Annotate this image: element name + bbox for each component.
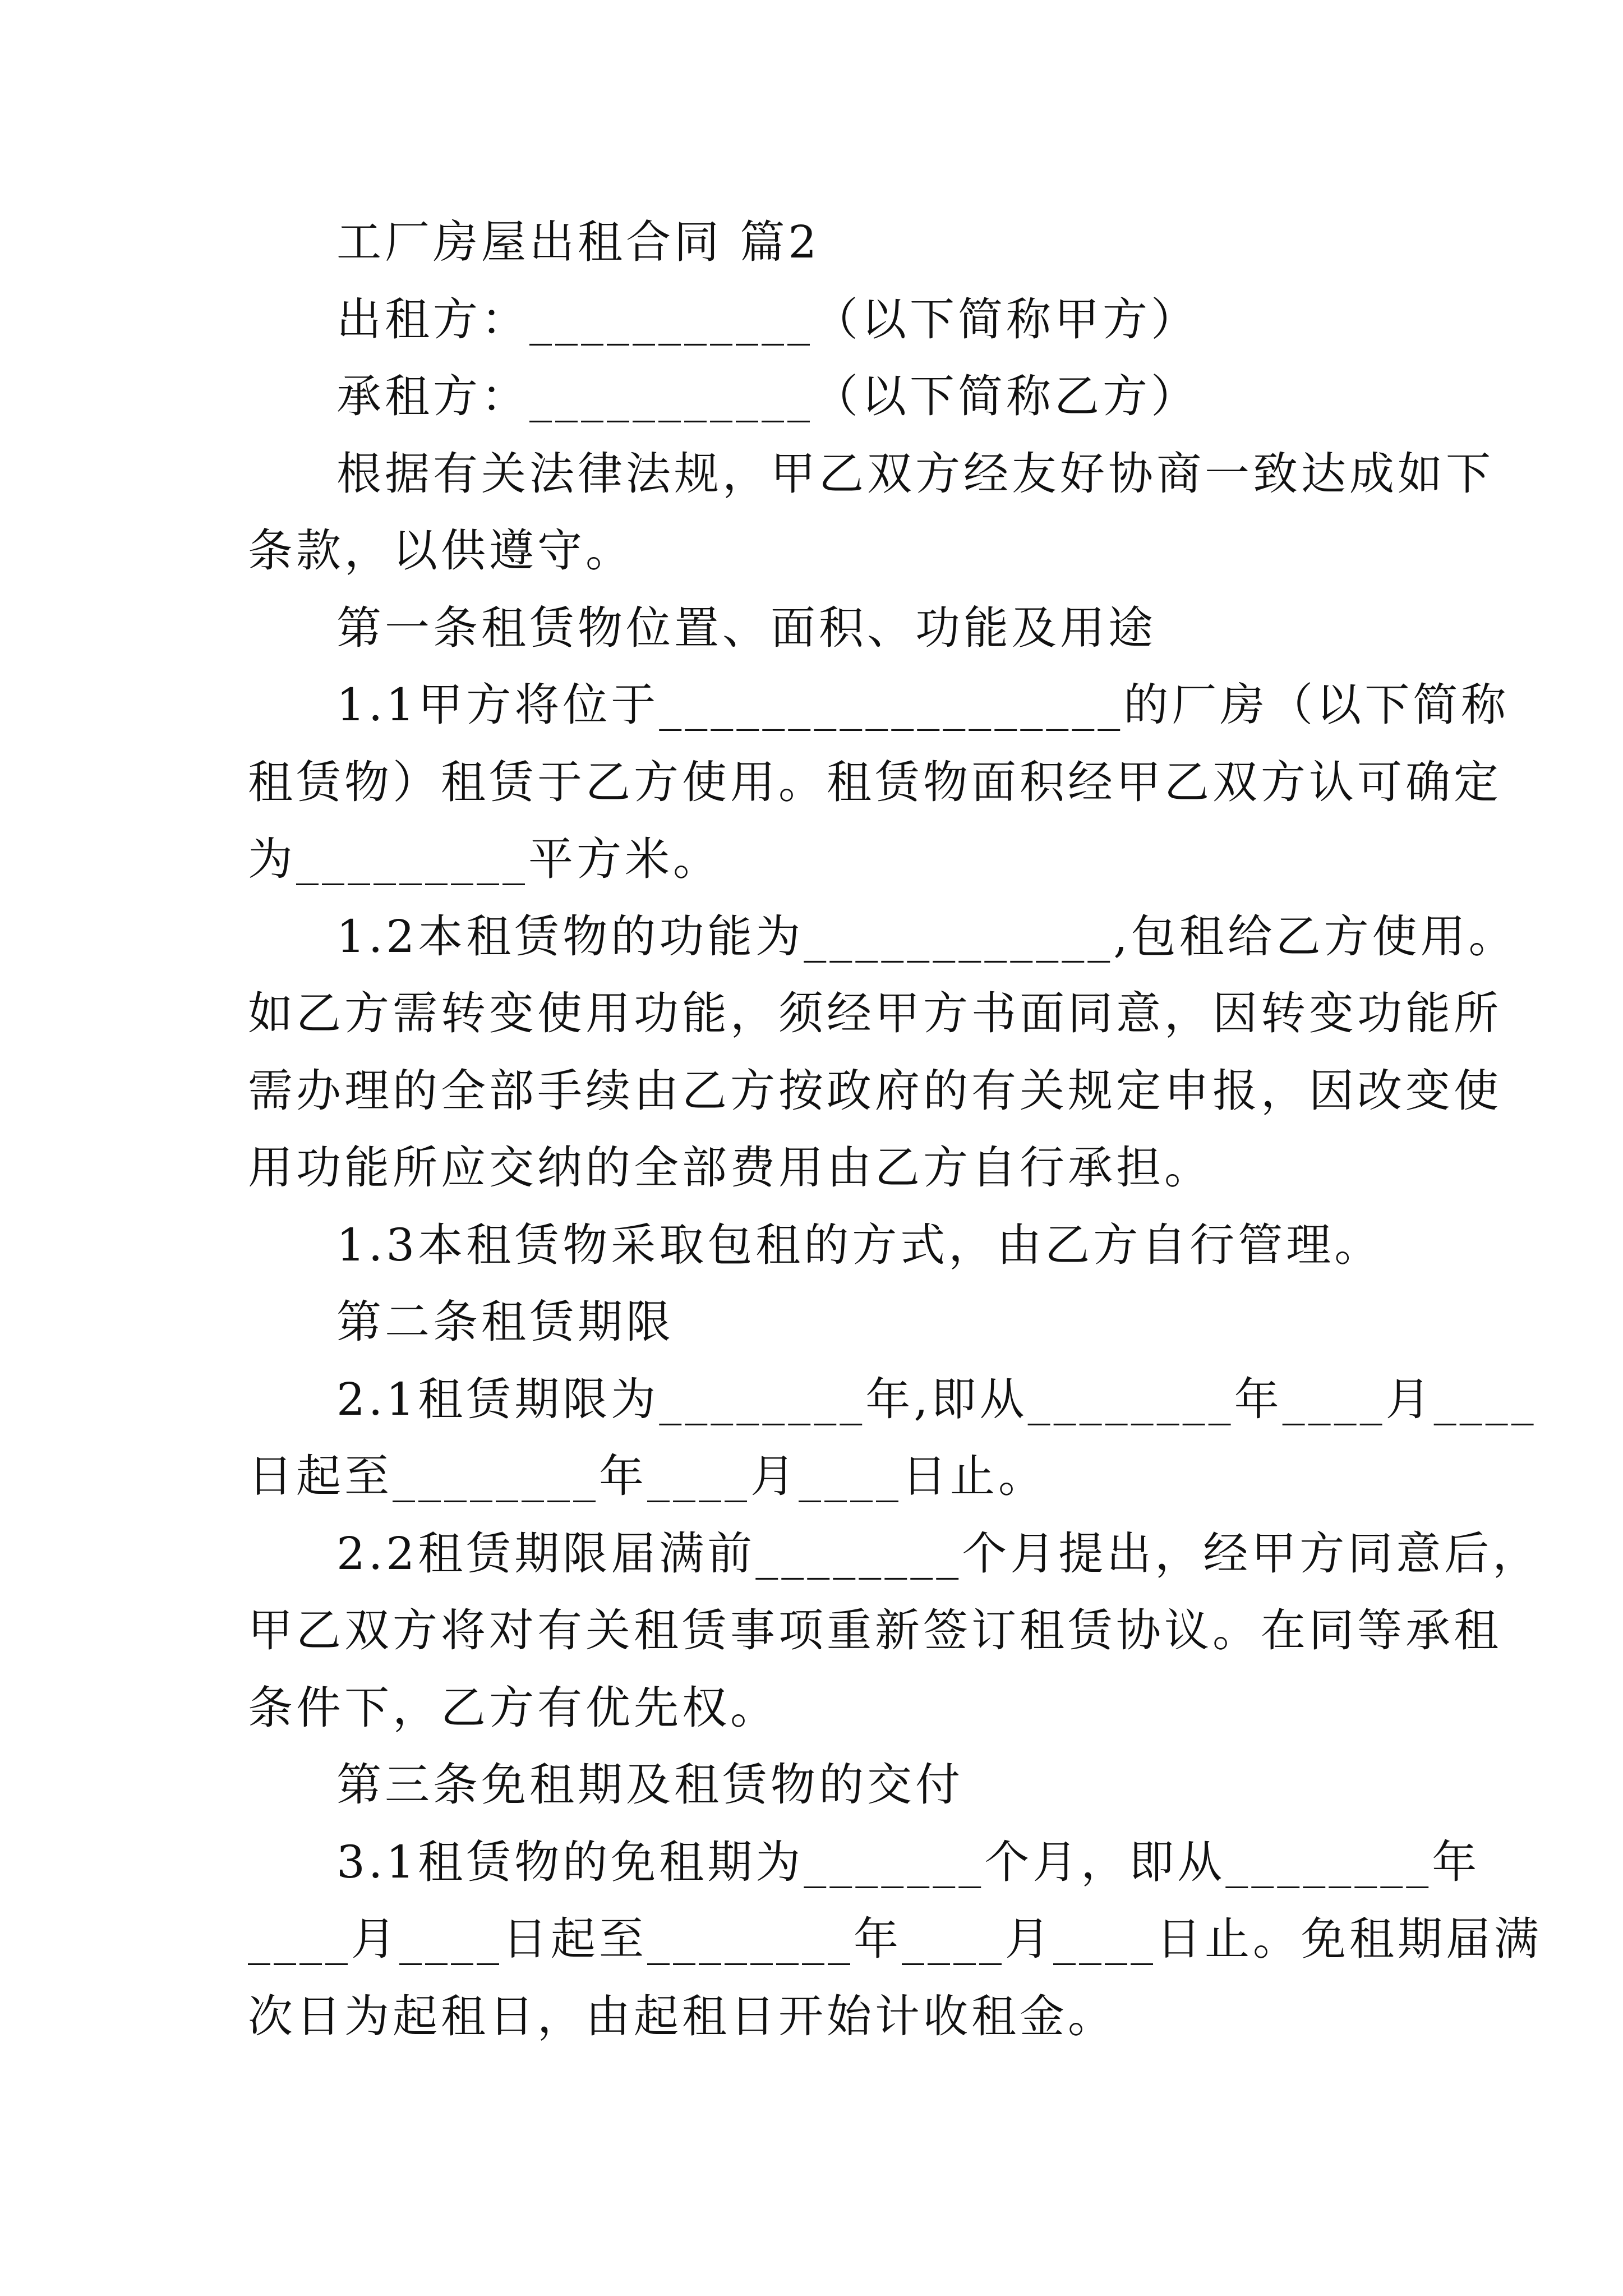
document-title: 工厂房屋出租合同 篇2 xyxy=(336,216,820,268)
article-3-heading: 第三条免租期及租赁物的交付 xyxy=(336,1759,963,1811)
lessor-line: 出租方：___________（以下简称甲方） xyxy=(336,293,1199,346)
clause-2-2-line-2: 甲乙双方将对有关租赁事项重新签订租赁协议。在同等承租 xyxy=(248,1604,1502,1657)
article-1-heading: 第一条租赁物位置、面积、功能及用途 xyxy=(336,602,1156,654)
article-2-heading: 第二条租赁期限 xyxy=(336,1296,674,1348)
intro-paragraph-line-1: 根据有关法律法规，甲乙双方经友好协商一致达成如下 xyxy=(336,448,1494,500)
clause-3-1-line-1: 3.1租赁物的免租期为_______个月，即从________年 xyxy=(336,1836,1481,1888)
clause-2-2-line-1: 2.2租赁期限届满前________个月提出，经甲方同意后， xyxy=(336,1527,1541,1580)
clause-2-2-line-3: 条件下，乙方有优先权。 xyxy=(248,1682,778,1734)
clause-1-1-line-1: 1.1甲方将位于__________________的厂房（以下简称 xyxy=(336,679,1510,731)
clause-1-2-line-3: 需办理的全部手续由乙方按政府的有关规定申报，因改变使 xyxy=(248,1065,1502,1117)
clause-3-1-line-2: ____月____日起至________年____月____日止。免租期届满 xyxy=(248,1913,1542,1965)
clause-1-2-line-2: 如乙方需转变使用功能，须经甲方书面同意，因转变功能所 xyxy=(248,987,1502,1039)
clause-1-1-line-2: 租赁物）租赁于乙方使用。租赁物面积经甲乙双方认可确定 xyxy=(248,756,1502,808)
clause-2-1-line-1: 2.1租赁期限为________年,即从________年____月____ xyxy=(336,1373,1537,1425)
intro-paragraph-line-2: 条款，以供遵守。 xyxy=(248,524,634,577)
clause-2-1-line-2: 日起至________年____月____日止。 xyxy=(248,1450,1046,1502)
clause-1-1-line-3: 为_________平方米。 xyxy=(248,833,721,885)
clause-1-2-line-1: 1.2本租赁物的功能为____________,包租给乙方使用。 xyxy=(336,910,1517,963)
lessee-line: 承租方：___________（以下简称乙方） xyxy=(336,370,1199,422)
clause-1-3: 1.3本租赁物采取包租的方式，由乙方自行管理。 xyxy=(336,1219,1383,1271)
clause-1-2-line-4: 用功能所应交纳的全部费用由乙方自行承担。 xyxy=(248,1142,1212,1194)
clause-3-1-line-3: 次日为起租日，由起租日开始计收租金。 xyxy=(248,1990,1116,2042)
